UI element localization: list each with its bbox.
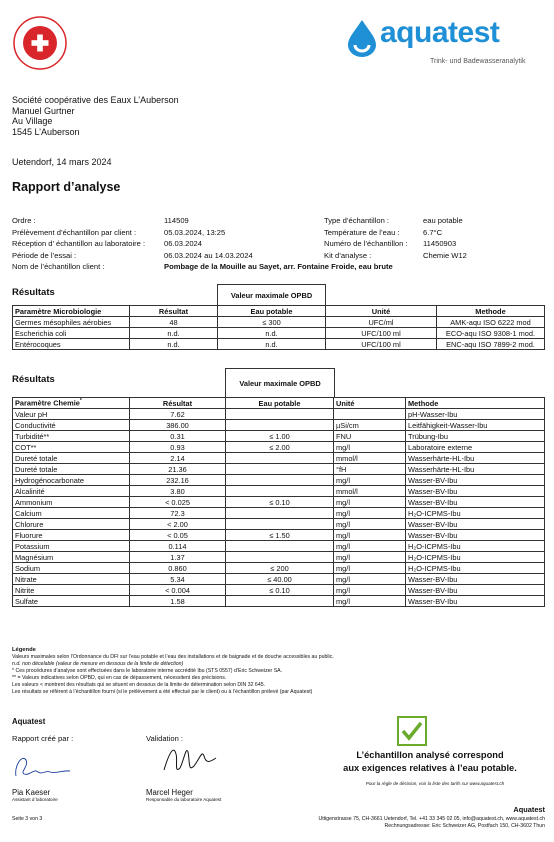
created-by-label: Rapport créé par : xyxy=(12,734,74,743)
table-cell: Magnésium xyxy=(13,552,130,563)
table-cell: Conductivité xyxy=(13,420,130,431)
chem-section-title: Résultats xyxy=(12,374,55,385)
address-line: 1545 L’Auberson xyxy=(12,126,80,137)
validator-role: Responsable du laboratoire Aquatest xyxy=(146,797,222,802)
table-cell: 232.16 xyxy=(130,475,226,486)
table-cell: Chlorure xyxy=(13,519,130,530)
table-cell: 5.34 xyxy=(130,574,226,585)
info-value: 114509 xyxy=(164,216,189,226)
validation-label: Validation : xyxy=(146,734,184,743)
legend-line: Les résultats se réfèrent à l’échantillon fourni (si le prélèvement a été effectué par le client) ou à l’échantillon prélevé (par Aquatest) xyxy=(12,689,313,695)
table-cell: n.d. xyxy=(218,339,326,350)
column-header: Methode xyxy=(437,306,545,317)
table-row xyxy=(13,574,545,585)
micro-max-value-header: Valeur maximale OPBD xyxy=(217,284,326,306)
table-cell: n.d. xyxy=(130,339,218,350)
table-cell: mg/l xyxy=(334,508,406,519)
info-label: Prélèvement d’échantillon par client : xyxy=(12,227,137,237)
info-label: Kit d’analyse : xyxy=(324,250,372,260)
column-header: Eau potable xyxy=(218,306,326,317)
contact-company: Aquatest xyxy=(513,805,545,814)
info-label: Température de l’eau : xyxy=(324,227,400,237)
table-cell: < 2.00 xyxy=(130,519,226,530)
legend-line: Les valeurs < montrent des résultats qui se situent en dessous de la limite de détermination selon DIN 32 645. xyxy=(12,682,266,688)
legend xyxy=(12,647,542,696)
info-value: 11450903 xyxy=(423,239,457,249)
table-cell: Wasser-BV-Ibu xyxy=(406,574,545,585)
table-cell: mg/l xyxy=(334,563,406,574)
table-row xyxy=(13,541,545,552)
table-cell: Dureté totale xyxy=(13,464,130,475)
table-cell xyxy=(226,519,334,530)
table-cell xyxy=(226,552,334,563)
address-line: Au Village xyxy=(12,116,53,126)
column-header: Résultat xyxy=(130,306,218,317)
table-cell: ≤ 1.50 xyxy=(226,530,334,541)
table-cell: Hydrogénocarbonate xyxy=(13,475,130,486)
table-cell: Escherichia coli xyxy=(13,328,130,339)
sample-name: Pombage de la Mouille au Sayet, arr. Fontaine Froide, eau brute xyxy=(164,262,393,272)
table-row xyxy=(13,328,545,339)
table-cell: ≤ 0.10 xyxy=(226,585,334,596)
table-row xyxy=(13,596,545,607)
table-cell: 386.00 xyxy=(130,420,226,431)
creator-role: Assistant d´laboratoire xyxy=(12,797,58,802)
table-cell: mg/l xyxy=(334,519,406,530)
table-cell: Potassium xyxy=(13,541,130,552)
table-row xyxy=(13,464,545,475)
table-row xyxy=(13,317,545,328)
table-row xyxy=(13,508,545,519)
table-cell xyxy=(334,409,406,420)
conformity-line-2: aux exigences relatives à l’eau potable. xyxy=(343,763,517,773)
table-cell: Dureté totale xyxy=(13,453,130,464)
chem-max-value-header: Valeur maximale OPBD xyxy=(225,368,335,398)
legend-title: Légende xyxy=(12,647,36,653)
table-cell: mg/l xyxy=(334,475,406,486)
table-cell xyxy=(226,409,334,420)
table-row xyxy=(13,530,545,541)
table-cell: mg/l xyxy=(334,585,406,596)
table-cell xyxy=(226,420,334,431)
table-cell: Wasser-BV-Ibu xyxy=(406,585,545,596)
table-cell: Sulfate xyxy=(13,596,130,607)
table-cell: Nitrite xyxy=(13,585,130,596)
table-cell: mg/l xyxy=(334,541,406,552)
table-cell: H₂O-ICPMS-Ibu xyxy=(406,563,545,574)
table-cell: ≤ 2.00 xyxy=(226,442,334,453)
table-cell: 48 xyxy=(130,317,218,328)
table-row xyxy=(13,552,545,563)
column-header: Résultat xyxy=(130,398,226,409)
table-cell: mmol/l xyxy=(334,453,406,464)
table-cell xyxy=(226,596,334,607)
column-header: Unité xyxy=(334,398,406,409)
checkmark-icon xyxy=(397,716,427,746)
report-title: Rapport d’analyse xyxy=(12,180,121,194)
conformity-line-1: L’échantillon analysé correspond xyxy=(356,750,504,760)
table-row xyxy=(13,519,545,530)
table-cell xyxy=(226,486,334,497)
table-cell: ENC-aqu ISO 7899-2 mod. xyxy=(437,339,545,350)
table-cell: < 0.05 xyxy=(130,530,226,541)
legend-line: Valeurs maximales selon l’Ordonnance du DFI sur l’eau potable et l’eau des installations et de baignade et de douche accessibles au public. xyxy=(12,654,334,660)
info-value: 05.03.2024, 13:25 xyxy=(164,227,226,237)
validator-name: Marcel Heger xyxy=(146,788,193,797)
legend-line: n.d. non décelable (valeur de mesure en dessous de la limite de détection) xyxy=(12,661,184,667)
table-cell: H₂O-ICPMS-Ibu xyxy=(406,541,545,552)
column-header: Eau potable xyxy=(226,398,334,409)
table-cell: ≤ 1.00 xyxy=(226,431,334,442)
contact-line-1: Uttigenstrasse 75, CH-3661 Uetendorf, Tel. +41 33 345 02 05, info@aquatest.ch, www.aquatest.ch xyxy=(318,816,545,822)
info-label: Période de l’essai : xyxy=(12,250,77,260)
table-cell: 72.3 xyxy=(130,508,226,519)
table-cell xyxy=(226,541,334,552)
table-cell: Trübung-Ibu xyxy=(406,431,545,442)
column-header: Paramètre Chemie* xyxy=(13,398,130,409)
table-cell: mg/l xyxy=(334,442,406,453)
table-cell: < 0.025 xyxy=(130,497,226,508)
info-value: 06.03.2024 au 14.03.2024 xyxy=(164,250,253,260)
table-cell: Germes mésophiles aérobies xyxy=(13,317,130,328)
table-cell: 0.114 xyxy=(130,541,226,552)
table-cell xyxy=(226,508,334,519)
table-cell: Wasser-BV-Ibu xyxy=(406,475,545,486)
table-row xyxy=(13,475,545,486)
table-cell: AMK-aqu ISO 6222 mod xyxy=(437,317,545,328)
table-cell: Alcalinité xyxy=(13,486,130,497)
table-cell: mg/l xyxy=(334,552,406,563)
table-cell: Nitrate xyxy=(13,574,130,585)
table-cell: Wasserhärte-HL-Ibu xyxy=(406,453,545,464)
table-row xyxy=(13,563,545,574)
table-cell xyxy=(226,475,334,486)
creator-signature xyxy=(12,748,82,782)
micro-section-title: Résultats xyxy=(12,287,55,298)
droplet-logo-icon xyxy=(344,18,380,58)
table-row xyxy=(13,585,545,596)
table-cell: mmol/l xyxy=(334,486,406,497)
table-cell: Calcium xyxy=(13,508,130,519)
table-cell xyxy=(226,464,334,475)
info-label: Type d’échantillon : xyxy=(324,216,390,226)
table-cell: H₂O-ICPMS-Ibu xyxy=(406,508,545,519)
table-cell: 3.80 xyxy=(130,486,226,497)
table-cell: Turbidité** xyxy=(13,431,130,442)
footer-company: Aquatest xyxy=(12,717,46,726)
table-cell: pH-Wasser-Ibu xyxy=(406,409,545,420)
table-cell: ECO-aqu ISO 9308-1 mod. xyxy=(437,328,545,339)
table-cell: ≤ 0.10 xyxy=(226,497,334,508)
table-row xyxy=(13,453,545,464)
table-cell: 7.62 xyxy=(130,409,226,420)
table-cell: Fluorure xyxy=(13,530,130,541)
address-line: Société coopérative des Eaux L’Auberson xyxy=(12,95,179,105)
table-cell: n.d. xyxy=(130,328,218,339)
accreditation-seal xyxy=(13,16,67,70)
column-header: Paramètre Microbiologie xyxy=(13,306,130,317)
legend-line: ** = Valeurs indicatives selon OPBD, qui en cas de dépassement, nécessitent des précisions. xyxy=(12,675,227,681)
table-row xyxy=(13,497,545,508)
table-cell: COT** xyxy=(13,442,130,453)
sample-name-label: Nom de l’échantillon client : xyxy=(12,262,105,272)
table-row xyxy=(13,431,545,442)
column-header: Unité xyxy=(326,306,437,317)
table-cell: UFC/ml xyxy=(326,317,437,328)
info-value: Chemie W12 xyxy=(423,250,467,260)
info-value: 6.7°C xyxy=(423,227,443,237)
table-cell: Wasser-BV-Ibu xyxy=(406,519,545,530)
info-label: Numéro de l’échantillon : xyxy=(324,239,408,249)
table-cell: < 0.004 xyxy=(130,585,226,596)
legend-line: * Ces procédures d’analyse sont effectuées dans le laboratoire interne accrédité Ibu (STS 0557) d’Eric Schweizer SA. xyxy=(12,668,283,674)
address-line: Manuel Gurtner xyxy=(12,105,75,116)
table-cell: 0.93 xyxy=(130,442,226,453)
table-cell: Ammonium xyxy=(13,497,130,508)
micro-results-table xyxy=(12,305,545,350)
info-label: Réception d’ échantillon au laboratoire : xyxy=(12,239,146,249)
table-cell: FNU xyxy=(334,431,406,442)
info-label: Ordre : xyxy=(12,216,36,226)
table-cell: UFC/100 ml xyxy=(326,328,437,339)
table-cell: mg/l xyxy=(334,497,406,508)
table-cell: 1.58 xyxy=(130,596,226,607)
table-cell: 21.36 xyxy=(130,464,226,475)
table-cell: ≤ 300 xyxy=(218,317,326,328)
table-cell: mg/l xyxy=(334,574,406,585)
order-info-table xyxy=(12,215,467,273)
info-value: 06.03.2024 xyxy=(164,239,203,249)
table-cell: ≤ 40.00 xyxy=(226,574,334,585)
table-cell: UFC/100 ml xyxy=(326,339,437,350)
table-row xyxy=(13,420,545,431)
table-row xyxy=(13,486,545,497)
table-cell: Valeur pH xyxy=(13,409,130,420)
table-cell: Wasser-BV-Ibu xyxy=(406,530,545,541)
recipient-address xyxy=(12,95,179,137)
aquatest-logo xyxy=(344,16,544,72)
table-cell: Wasser-BV-Ibu xyxy=(406,497,545,508)
table-cell: Entérocoques xyxy=(13,339,130,350)
table-cell: Wasser-BV-Ibu xyxy=(406,596,545,607)
table-cell: °fH xyxy=(334,464,406,475)
table-cell: ≤ 200 xyxy=(226,563,334,574)
table-cell: 0.31 xyxy=(130,431,226,442)
table-cell: Wasser-BV-Ibu xyxy=(406,486,545,497)
table-row xyxy=(13,409,545,420)
brand-name: aquatest xyxy=(380,16,500,49)
table-row xyxy=(13,442,545,453)
table-cell: H₂O-ICPMS-Ibu xyxy=(406,552,545,563)
report-date: Uetendorf, 14 mars 2024 xyxy=(12,157,112,167)
table-cell: Wasserhärte-HL-Ibu xyxy=(406,464,545,475)
contact-line-2: Rechnungsadresse: Eric Schweizer AG, Postfach 150, CH-3602 Thun xyxy=(384,823,545,829)
table-cell: 1.37 xyxy=(130,552,226,563)
validator-signature xyxy=(160,740,220,782)
accredited-mark: * xyxy=(79,398,82,405)
table-cell: mg/l xyxy=(334,530,406,541)
table-cell: Laboratoire externe xyxy=(406,442,545,453)
creator-name: Pia Kaeser xyxy=(12,788,51,797)
table-cell: Sodium xyxy=(13,563,130,574)
table-cell: n.d. xyxy=(218,328,326,339)
table-cell: Leitfähigkeit-Wasser-Ibu xyxy=(406,420,545,431)
info-value: eau potable xyxy=(423,216,463,226)
table-cell: 0.860 xyxy=(130,563,226,574)
column-header: Methode xyxy=(406,398,545,409)
brand-tagline: Trink- und Badewasseranalytik xyxy=(430,58,526,65)
table-row xyxy=(13,339,545,350)
chem-results-table xyxy=(12,397,545,607)
page-number: Seite 3 von 3 xyxy=(12,816,43,822)
table-cell: mg/l xyxy=(334,596,406,607)
table-cell: 2.14 xyxy=(130,453,226,464)
table-cell xyxy=(226,453,334,464)
table-cell: µSi/cm xyxy=(334,420,406,431)
conformity-note: Pour la règle de décision, voir la liste des tarifs sur www.aquatest.ch xyxy=(365,781,505,786)
